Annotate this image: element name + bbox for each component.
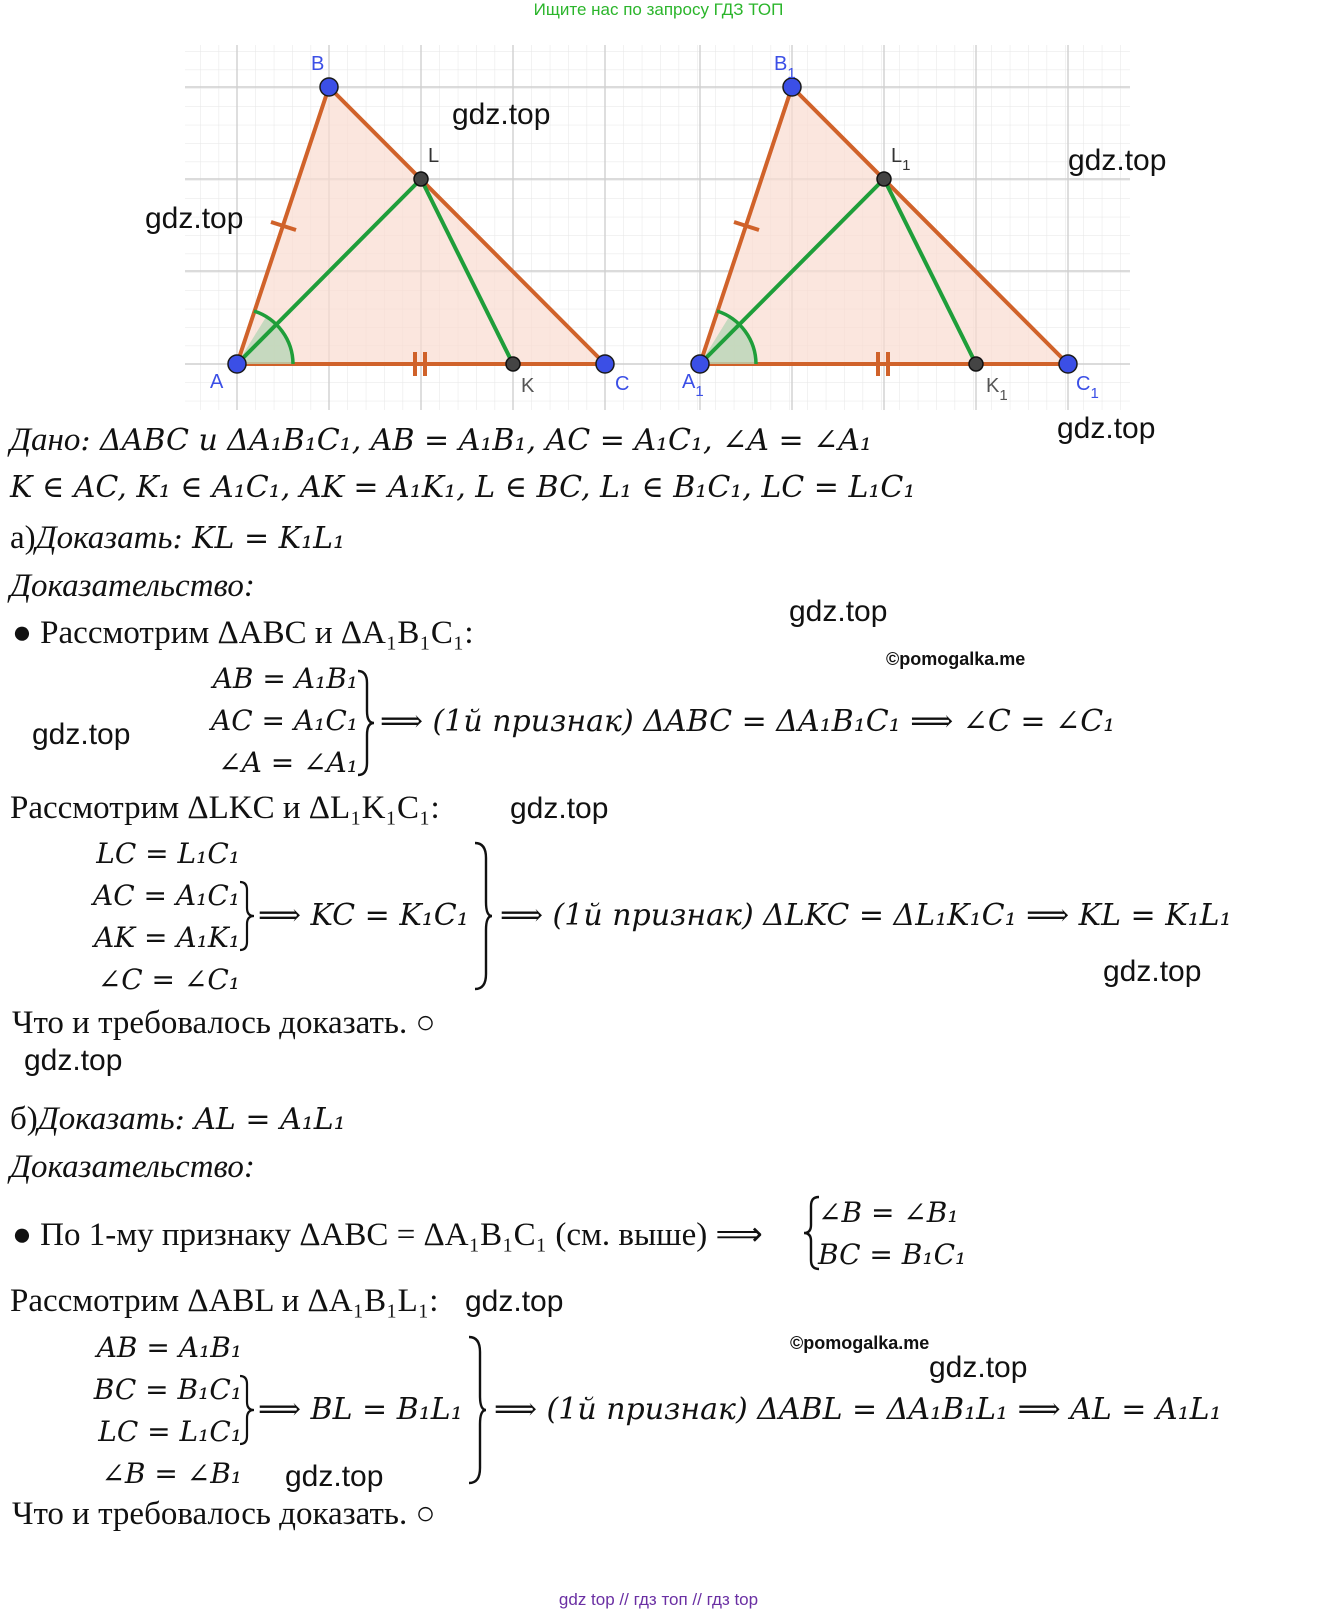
point-a (228, 355, 246, 373)
system-line: ∠B = ∠B₁ (101, 1457, 242, 1490)
top-banner: Ищите нас по запросу ГДЗ ТОП (533, 0, 784, 19)
watermark: gdz.top (24, 1044, 123, 1077)
part-a-step-1: ● Рассмотрим ΔABC и ΔA₁B₁C₁: (12, 615, 474, 651)
part-a-qed: Что и требовалось доказать. ○ (12, 1005, 436, 1041)
right-brace (355, 668, 375, 778)
label-k: K (521, 375, 535, 397)
system-line: BC = B₁C₁ (818, 1238, 967, 1271)
system-line: ∠B = ∠B₁ (818, 1196, 959, 1229)
watermark: gdz.top (285, 1460, 384, 1493)
watermark: gdz.top (32, 718, 131, 751)
label-b: B (311, 53, 325, 75)
point-k (506, 357, 520, 371)
system-line: AB = A₁B₁ (212, 662, 358, 695)
part-b-proof-label: Доказательство: (10, 1149, 255, 1185)
part-a-inner-result: ⟹ KC = K₁C₁ (258, 898, 469, 933)
watermark: gdz.top (1068, 144, 1167, 177)
label-b1: $B_1$ (774, 53, 796, 82)
label-l1: $L_1$ (891, 145, 911, 174)
part-a-prove: а)Доказать: KL = K₁L₁ (10, 520, 346, 556)
outer-right-brace (466, 1334, 488, 1486)
label-c: C (615, 373, 630, 395)
point-l (414, 172, 428, 186)
part-b-result-2: ⟹ (1й признак) ΔABL = ΔA₁B₁L₁ ⟹ AL = A₁L₁ (494, 1392, 1222, 1427)
system-line: AC = A₁C₁ (93, 879, 240, 912)
given-line-2: K ∈ AC, K₁ ∈ A₁C₁, AK = A₁K₁, L ∈ BC, L₁ ∈ B₁C₁, LC = L₁C₁ (10, 470, 916, 505)
part-b-prove: б)Доказать: AL = A₁L₁ (10, 1101, 346, 1137)
point-l1 (877, 172, 891, 186)
watermark: gdz.top (1103, 955, 1202, 988)
system-line: LC = L₁C₁ (98, 1415, 242, 1448)
part-b-qed: Что и требовалось доказать. ○ (12, 1496, 436, 1532)
part-a-step-2: Рассмотрим ΔLKC и ΔL₁K₁C₁: (10, 790, 440, 826)
system-line: BC = B₁C₁ (93, 1373, 242, 1406)
label-c1: $C_1$ (1076, 373, 1099, 402)
system-line: AB = A₁B₁ (96, 1331, 242, 1364)
outer-right-brace (472, 840, 494, 992)
system-line: LC = L₁C₁ (96, 837, 240, 870)
watermark: gdz.top (465, 1285, 564, 1318)
part-a-system-2 (60, 833, 240, 1001)
part-a-system-1 (180, 658, 358, 784)
label-k1: $K_1$ (986, 375, 1008, 404)
label-l: L (428, 145, 440, 167)
label-a: A (210, 371, 224, 393)
point-c1 (1059, 355, 1077, 373)
system-line: ∠C = ∠C₁ (97, 963, 240, 996)
point-k1 (969, 357, 983, 371)
given-line-1: Дано: ΔABC и ΔA₁B₁C₁, AB = A₁B₁, AC = A₁C₁, ∠A = ∠A₁ (10, 422, 872, 458)
part-b-step-1: ● По 1-му признаку ΔABC = ΔA₁B₁C₁ (см. выше) ⟹ (12, 1217, 763, 1253)
watermark: gdz.top (510, 792, 609, 825)
triangles-figure (150, 40, 1160, 420)
watermark: gdz.top (789, 595, 888, 628)
point-b (320, 78, 338, 96)
copyright: ©pomogalka.me (790, 1333, 930, 1353)
watermark: gdz.top (452, 98, 551, 131)
point-c (596, 355, 614, 373)
part-b-step-2: Рассмотрим ΔABL и ΔA₁B₁L₁: (10, 1283, 439, 1319)
label-a1: $A_1$ (682, 371, 704, 400)
system-line: AK = A₁K₁ (94, 921, 240, 954)
system-line: ∠A = ∠A₁ (218, 746, 358, 779)
inner-right-brace (238, 1374, 256, 1446)
part-b-system-1 (818, 1192, 978, 1276)
system-line: AC = A₁C₁ (211, 704, 358, 737)
watermark: gdz.top (929, 1351, 1028, 1384)
part-b-inner-result: ⟹ BL = B₁L₁ (258, 1392, 463, 1427)
footer-links: gdz top // гдз топ // гдз top (558, 1590, 759, 1609)
watermark: gdz.top (145, 202, 244, 235)
part-b-system-2 (62, 1327, 242, 1495)
part-a-result-1: ⟹ (1й признак) ΔABC = ΔA₁B₁C₁ ⟹ ∠C = ∠C₁ (380, 704, 1116, 739)
watermark: gdz.top (1057, 412, 1156, 445)
copyright: ©pomogalka.me (886, 649, 1026, 669)
part-a-proof-label: Доказательство: (10, 568, 255, 604)
inner-right-brace (238, 880, 256, 952)
part-a-result-2: ⟹ (1й признак) ΔLKC = ΔL₁K₁C₁ ⟹ KL = K₁L₁ (500, 898, 1232, 933)
